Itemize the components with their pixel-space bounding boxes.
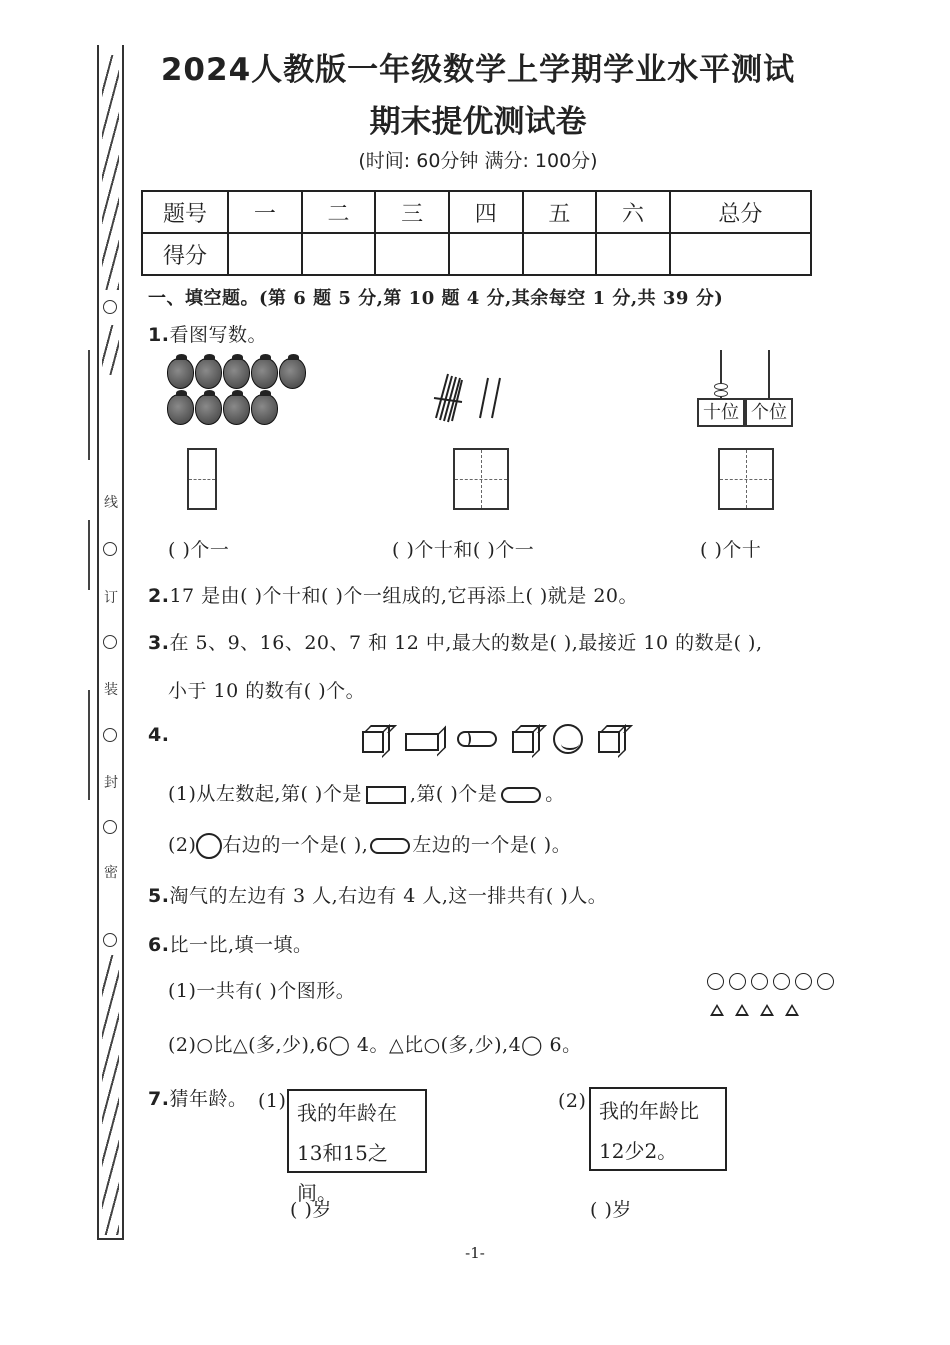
score-table-cell: 二: [302, 191, 376, 233]
triangle-icon: [710, 1004, 724, 1016]
abacus-ones-label: 个位: [745, 398, 793, 427]
score-table-cell: 三: [375, 191, 449, 233]
q4-sub1-part-b[interactable]: ,第( )个是: [409, 783, 498, 805]
binding-char-seal: 封: [104, 775, 118, 791]
q7-part2-label: (2): [558, 1090, 587, 1112]
circle-icon: [751, 973, 768, 990]
strawberry-icon: [167, 394, 194, 425]
binding-hole: [103, 542, 117, 556]
question-number: 2.: [148, 585, 170, 607]
speech-box-2: [589, 1087, 727, 1171]
score-input-cell[interactable]: [596, 233, 670, 275]
q7-part2-answer[interactable]: ( )岁: [590, 1199, 632, 1221]
q4-sub1-part-a[interactable]: (1)从左数起,第( )个是: [168, 783, 362, 805]
strawberry-icon: [251, 394, 278, 425]
school-field-line: [88, 690, 90, 800]
binding-hatch: [102, 955, 119, 1235]
score-table-cell: 四: [449, 191, 523, 233]
strawberry-icon: [279, 358, 306, 389]
section-heading: 一、填空题。(第 6 题 5 分,第 10 题 4 分,其余每空 1 分,共 39 分): [148, 288, 724, 309]
circle-icon: [817, 973, 834, 990]
score-table-cell: 六: [596, 191, 670, 233]
circle-icon: [773, 973, 790, 990]
score-table-cell: 题号: [142, 191, 228, 233]
question-4: [148, 724, 169, 746]
name-field-line: [88, 350, 90, 460]
binding-hole: [103, 300, 117, 314]
score-input-cell[interactable]: [228, 233, 302, 275]
page-number: -1-: [465, 1244, 485, 1262]
binding-hole: [103, 728, 117, 742]
binding-hatch: [102, 55, 119, 290]
triangle-icon: [760, 1004, 774, 1016]
score-table-header-row: [142, 191, 811, 233]
answer-writing-box[interactable]: [187, 448, 217, 510]
speech-box-2-line1: 我的年龄比: [599, 1099, 699, 1123]
cylinder-inline-icon: [501, 787, 541, 803]
binding-hole: [103, 820, 117, 834]
speech-box-1-line2: 13和15之间。: [297, 1141, 388, 1205]
question-2: [148, 581, 638, 608]
binding-hatch: [102, 325, 119, 375]
cube-shape-icon: [512, 731, 534, 753]
triangle-icon: [735, 1004, 749, 1016]
score-table: [141, 190, 812, 276]
q4-sub2-part-a: (2): [168, 834, 197, 856]
question-4-sub2: [168, 830, 571, 859]
abacus-ones-rod: [768, 350, 770, 398]
question-4-sub1: [168, 779, 565, 806]
question-6: [148, 930, 313, 957]
score-input-cell[interactable]: [302, 233, 376, 275]
question-number: 7.: [148, 1088, 170, 1110]
answer-writing-box[interactable]: [718, 448, 774, 510]
binding-hole: [103, 933, 117, 947]
binding-char-bind: 订: [104, 590, 118, 606]
question-6-sub2[interactable]: (2)○比△(多,少),6◯ 4。△比○(多,少),4◯ 6。: [168, 1034, 582, 1056]
abacus-tens-label: 十位: [697, 398, 745, 427]
q7-part1-answer[interactable]: ( )岁: [290, 1199, 332, 1221]
q4-sub2-part-c[interactable]: 左边的一个是( )。: [412, 834, 572, 856]
question-number: 6.: [148, 934, 170, 956]
question-text: 比一比,填一填。: [169, 934, 313, 956]
binding-hole: [103, 635, 117, 649]
score-input-cell[interactable]: [375, 233, 449, 275]
score-input-cell[interactable]: [523, 233, 597, 275]
score-table-score-row: [142, 233, 811, 275]
circle-icon: [795, 973, 812, 990]
speech-box-1-line1: 我的年龄在: [297, 1101, 397, 1125]
question-text[interactable]: 淘气的左边有 3 人,右边有 4 人,这一排共有( )人。: [169, 885, 608, 907]
binding-char-install: 装: [104, 682, 118, 698]
score-table-cell: 总分: [670, 191, 811, 233]
cylinder-shape-icon: [457, 731, 497, 747]
cylinder-inline-icon: [370, 838, 410, 854]
binding-char-line: 线: [104, 495, 118, 511]
cube-shape-icon: [598, 731, 620, 753]
cube-shape-icon: [362, 731, 384, 753]
answer-writing-box[interactable]: [453, 448, 509, 510]
question-number: 3.: [148, 632, 170, 654]
score-row-label: 得分: [142, 233, 228, 275]
triangle-icon: [785, 1004, 799, 1016]
q1-blank-a[interactable]: ( )个一: [168, 539, 230, 561]
score-input-cell[interactable]: [670, 233, 811, 275]
class-field-line: [88, 520, 90, 590]
cuboid-inline-icon: [366, 786, 406, 804]
question-number: 4.: [148, 724, 170, 746]
strawberry-icon: [195, 394, 222, 425]
stick-bundle-icon: [428, 368, 508, 428]
question-text[interactable]: 在 5、9、16、20、7 和 12 中,最大的数是( ),最接近 10 的数是( ),: [169, 632, 763, 654]
circle-shape-row: [707, 973, 839, 994]
q7-part1-label: (1): [258, 1090, 287, 1112]
binding-strip: [97, 45, 124, 1240]
question-number: 1.: [148, 324, 170, 346]
score-table-cell: 五: [523, 191, 597, 233]
speech-box-1: [287, 1089, 427, 1205]
cuboid-shape-icon: [405, 733, 439, 751]
triangle-shape-row: [710, 1001, 810, 1020]
circle-icon: [729, 973, 746, 990]
speech-box-2-line2: 12少2。: [599, 1139, 678, 1163]
strawberry-icon: [167, 358, 194, 389]
page-title: 2024人教版一年级数学上学期学业水平测试: [160, 52, 796, 88]
sphere-shape-icon: [553, 724, 583, 754]
strawberry-icon: [223, 358, 250, 389]
question-number: 5.: [148, 885, 170, 907]
question-text: 猜年龄。: [169, 1088, 248, 1110]
score-input-cell[interactable]: [449, 233, 523, 275]
abacus-bead: [714, 383, 728, 390]
exam-info: (时间: 60分钟 满分: 100分): [358, 150, 598, 172]
score-table-cell: 一: [228, 191, 302, 233]
q4-sub1-part-c: 。: [545, 783, 565, 805]
strawberry-icon: [251, 358, 278, 389]
q4-sub2-part-b[interactable]: 右边的一个是( ),: [222, 834, 369, 856]
question-3-line2[interactable]: 小于 10 的数有( )个。: [168, 680, 366, 702]
question-3: [148, 628, 763, 655]
strawberry-icon: [223, 394, 250, 425]
page-subtitle-title: 期末提优测试卷: [369, 104, 587, 140]
binding-char-secret: 密: [104, 865, 118, 881]
sphere-inline-icon: [196, 833, 222, 859]
question-7: [148, 1084, 247, 1111]
circle-icon: [707, 973, 724, 990]
question-5: [148, 881, 607, 908]
q1-blank-b[interactable]: ( )个十和( )个一: [392, 539, 535, 561]
abacus-bead: [714, 390, 728, 397]
question-text: 看图写数。: [169, 324, 267, 346]
question-1: [148, 320, 267, 347]
question-6-sub1[interactable]: (1)一共有( )个图形。: [168, 980, 356, 1002]
q1-blank-c[interactable]: ( )个十: [700, 539, 762, 561]
strawberry-icon: [195, 358, 222, 389]
question-text[interactable]: 17 是由( )个十和( )个一组成的,它再添上( )就是 20。: [169, 585, 639, 607]
